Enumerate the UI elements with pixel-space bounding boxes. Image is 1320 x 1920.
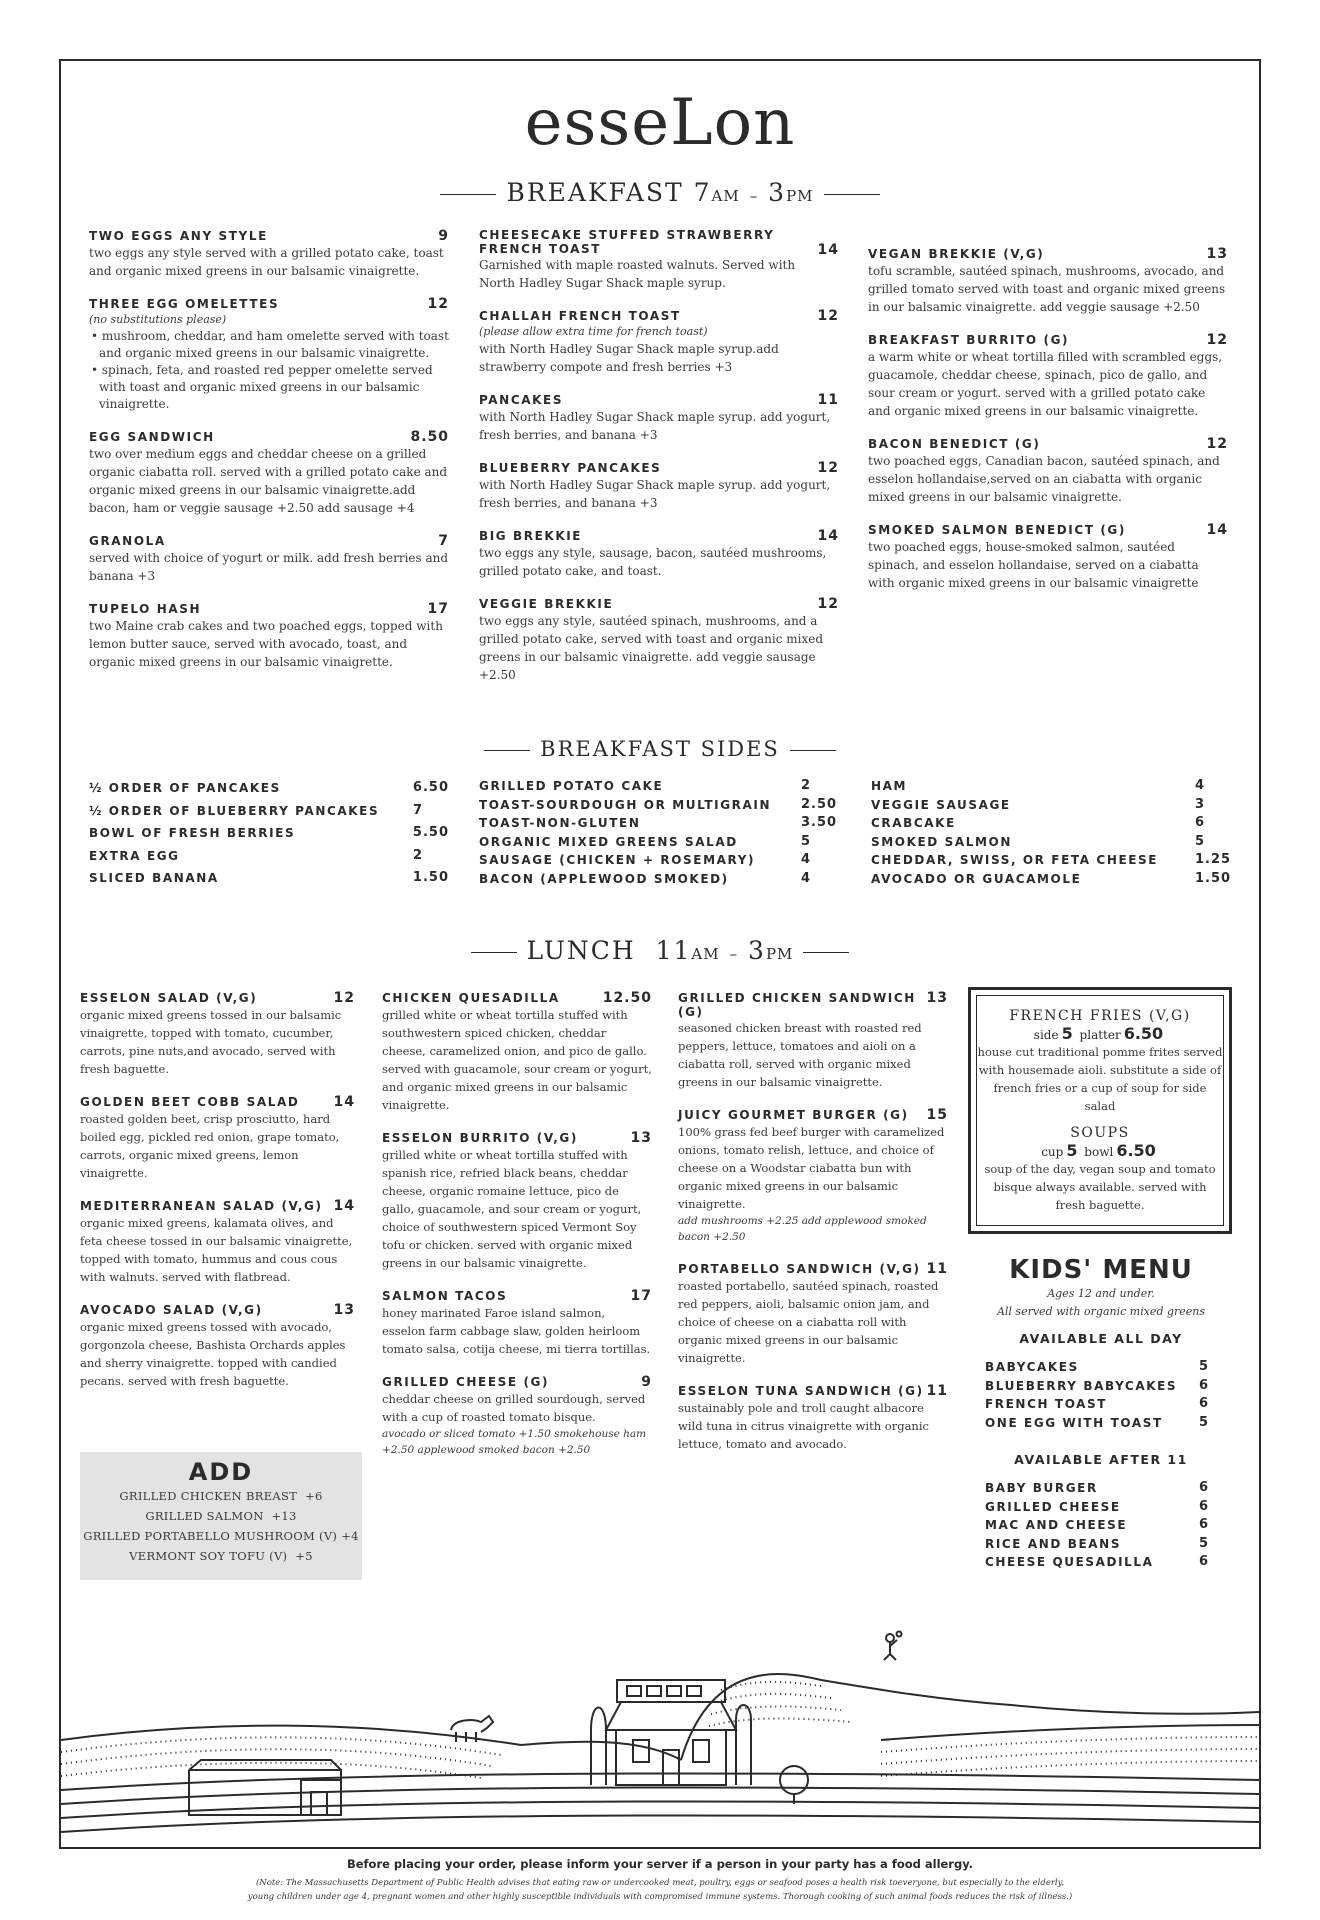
- menu-item: EGG SANDWICH 8.50 two over medium eggs and cheddar cheese on a grilled organic ciabatta roll. served with a grilled potato cake and organic mixed greens in our balsamic vinaigrette.add bacon, ham or veggie sausage +2.50 add sausage +4: [89, 429, 449, 515]
- kids-title: KIDS' MENU: [1009, 1255, 1193, 1285]
- lunch-column-3: [678, 990, 948, 1469]
- kids-item: ONE EGG WITH TOAST 5: [985, 1414, 1210, 1430]
- farm-landscape-illustration: [61, 1620, 1259, 1847]
- side-item: SAUSAGE (CHICKEN + ROSEMARY) 4: [479, 852, 812, 867]
- side-item: BACON (APPLEWOOD SMOKED) 4: [479, 870, 812, 886]
- logo: esseLon: [524, 86, 796, 160]
- menu-item: BREAKFAST BURRITO (G) 12 a warm white or wheat tortilla filled with scrambled eggs, guacamole, cheddar cheese, spinach, pico de gallo, and sour cream or yogurt. served with a grilled potato cake and organic mixed greens in our balsamic vinaigrette.: [868, 332, 1228, 418]
- side-item: ORGANIC MIXED GREENS SALAD 5: [479, 833, 812, 849]
- menu-item: GRILLED CHEESE (G) 9 cheddar cheese on grilled sourdough, served with a cup of roasted tomato bisque. avocado or sliced tomato +1.50 smokehouse ham +2.50 applewood smoked bacon +2.50: [382, 1374, 652, 1456]
- kids-item: MAC AND CHEESE 6: [985, 1517, 1210, 1532]
- add-item: GRILLED SALMON +13: [145, 1509, 297, 1523]
- kids-item: BLUEBERRY BABYCAKES 6: [985, 1377, 1210, 1393]
- soups-desc: soup of the day, vegan soup and tomato bisque always available. served with fresh baguette.: [984, 1162, 1216, 1212]
- add-item: GRILLED PORTABELLO MUSHROOM (V) +4: [83, 1529, 359, 1543]
- side-item: SLICED BANANA 1.50: [89, 870, 449, 885]
- kids-item: RICE AND BEANS 5: [985, 1535, 1210, 1551]
- side-item: SMOKED SALMON 5: [871, 833, 1206, 849]
- menu-item: SALMON TACOS 17 honey marinated Faroe island salmon, esselon farm cabbage slaw, golden heirloom tomato salsa, cotija cheese, mi tierra tortillas.: [382, 1288, 652, 1356]
- menu-item: AVOCADO SALAD (V,G) 13 organic mixed greens tossed with avocado, gorgonzola cheese, Bashista Orchards apples and sherry vinaigrette. topped with candied pecans. served with fresh baguette.: [80, 1302, 355, 1388]
- menu-item: VEGAN BREKKIE (V,G) 13 tofu scramble, sautéed spinach, mushrooms, avocado, and grilled tomato served with toast and organic mixed greens in our balsamic vinaigrette. add veggie sausage +2.50: [868, 246, 1228, 314]
- soups-prices: cup 5 bowl 6.50: [1041, 1141, 1156, 1160]
- lunch-header: LUNCH 11AM – 3PM: [0, 936, 1320, 965]
- side-item: ½ ORDER OF BLUEBERRY PANCAKES 7: [89, 802, 424, 818]
- side-item: ½ ORDER OF PANCAKES 6.50: [89, 780, 449, 795]
- kids-item: CHEESE QUESADILLA 6: [985, 1554, 1210, 1569]
- kids-item: BABY BURGER 6: [985, 1480, 1210, 1495]
- menu-item: TUPELO HASH 17 two Maine crab cakes and two poached eggs, topped with lemon butter sauce, served with avocado, toast, and organic mixed greens in our balsamic vinaigrette.: [89, 601, 449, 669]
- kids-item: FRENCH TOAST 6: [985, 1396, 1210, 1411]
- fries-desc: house cut traditional pomme frites served with housemade aioli. substitute a side of french fries or a cup of soup for side salad: [977, 1045, 1223, 1113]
- menu-item: JUICY GOURMET BURGER (G) 15 100% grass fed beef burger with caramelized onions, tomato relish, lettuce, and choice of cheese on a Woodstar ciabatta bun with organic mixed greens in our balsamic vinaigrette. add mushrooms +2.25 add applewood smoked bacon +2.50: [678, 1107, 948, 1243]
- allergy-notice: Before placing your order, please inform your server if a person in your party has a food allergy.: [346, 1857, 974, 1871]
- side-item: EXTRA EGG 2: [89, 847, 424, 863]
- kids-item: BABYCAKES 5: [985, 1359, 1210, 1374]
- sides-column-2: [479, 777, 841, 888]
- menu-item: CHICKEN QUESADILLA 12.50 grilled white or wheat tortilla stuffed with southwestern spiced chicken, cheddar cheese, caramelized onion, and pico de gallo. served with guacamole, sour cream or yogurt, and organic mixed greens in our balsamic vinaigrette.: [382, 990, 652, 1112]
- fries-soups-box: [968, 987, 1232, 1234]
- menu-item: ESSELON TUNA SANDWICH (G) 11 sustainably pole and troll caught albacore wild tuna in citrus vinaigrette with organic lettuce, tomato and avocado.: [678, 1383, 948, 1451]
- menu-item: CHEESECAKE STUFFED STRAWBERRY FRENCH TOAST 14 Garnished with maple roasted walnuts. Served with North Hadley Sugar Shack maple syrup.: [479, 228, 839, 290]
- side-item: TOAST-SOURDOUGH OR MULTIGRAIN 2.50: [479, 796, 838, 812]
- menu-item: BACON BENEDICT (G) 12 two poached eggs, Canadian bacon, sautéed spinach, and esselon hollandaise,served on an ciabatta with organic mixed greens in our balsamic vinaigrette.: [868, 436, 1228, 504]
- menu-item: PORTABELLO SANDWICH (V,G) 11 roasted portabello, sautéed spinach, roasted red peppers, aioli, balsamic onion jam, and choice of cheese on a ciabatta roll with organic mixed greens in our balsamic vinaigrette.: [678, 1261, 948, 1365]
- side-item: HAM 4: [871, 778, 1206, 793]
- menu-item: VEGGIE BREKKIE 12 two eggs any style, sautéed spinach, mushrooms, and a grilled potato cake, served with toast and organic mixed greens in our balsamic vinaigrette. add veggie sausage +2.50: [479, 596, 839, 682]
- kids-menu: KIDS' MENU Ages 12 and under. All served with organic mixed greens AVAILABLE ALL DAY BABYCAKES 5 BLUEBERRY BABYCAKES 6 FRENCH TOAST 6 ONE EGG WITH TOAST 5 AVAILABLE AFTER 11 BABY BURGER 6 GRILLED CHEESE 6 MAC AND CHEESE 6 RICE AND BEANS 5 CHEESE QUESADILLA 6: [985, 1255, 1217, 1572]
- sides-column-3: [871, 777, 1231, 888]
- lunch-column-2: [382, 990, 652, 1474]
- add-box: [80, 1452, 362, 1580]
- menu-item: GRILLED CHICKEN SANDWICH (G) 13 seasoned chicken breast with roasted red peppers, lettuce, tomatoes and aioli on a ciabatta roll, served with organic mixed greens in our balsamic vinaigrette.: [678, 990, 948, 1089]
- sides-column-1: [89, 777, 449, 890]
- breakfast-title: BREAKFAST: [506, 178, 684, 207]
- side-item: CRABCAKE 6: [871, 815, 1206, 830]
- breakfast-column-2: [479, 228, 839, 700]
- add-title: ADD: [188, 1458, 254, 1486]
- menu-item: THREE EGG OMELETTES 12 (no substitutions please) • mushroom, cheddar, and ham omelette served with toast and organic mixed greens in our balsamic vinaigrette. • spinach, feta, and roasted red pepper omelette served with toast and organic mixed greens in our balsamic vinaigrette.: [89, 296, 449, 411]
- kids-item: GRILLED CHEESE 6: [985, 1498, 1210, 1514]
- menu-item: GRANOLA 7 served with choice of yogurt or milk. add fresh berries and banana +3: [89, 533, 449, 583]
- side-item: BOWL OF FRESH BERRIES 5.50: [89, 825, 449, 840]
- add-item: VERMONT SOY TOFU (V) +5: [129, 1549, 313, 1563]
- soups-title: SOUPS: [1070, 1125, 1130, 1141]
- menu-item: BIG BREKKIE 14 two eggs any style, sausage, bacon, sautéed mushrooms, grilled potato cake, and toast.: [479, 528, 839, 578]
- add-item: GRILLED CHICKEN BREAST +6: [119, 1489, 323, 1503]
- menu-item: PANCAKES 11 with North Hadley Sugar Shack maple syrup. add yogurt, fresh berries, and banana +3: [479, 392, 839, 442]
- menu-item: SMOKED SALMON BENEDICT (G) 14 two poached eggs, house-smoked salmon, sautéed spinach, and esselon hollandaise, served on a ciabatta with organic mixed greens in our balsamic vinaigrette: [868, 522, 1228, 590]
- fries-prices: side 5 platter 6.50: [1033, 1024, 1164, 1043]
- fries-title: FRENCH FRIES (V,G): [1009, 1008, 1191, 1024]
- health-note: (Note: The Massachusetts Department of Public Health advises that eating raw or undercooked meat, poultry, eggs or seafood poses a health risk toeveryone, but especially to the elderly, young children under age 4, pregnant women and other highly susceptible individuals with compromised immune systems. Thorough cooking of such animal foods reduces the risk of illness.): [247, 1878, 1073, 1902]
- menu-item: MEDITERRANEAN SALAD (V,G) 14 organic mixed greens, kalamata olives, and feta cheese tossed in our balsamic vinaigrette, topped with tomato, hummus and cous cous with walnuts. served with flatbread.: [80, 1198, 355, 1284]
- menu-item: GOLDEN BEET COBB SALAD 14 roasted golden beet, crisp prosciutto, hard boiled egg, pickled red onion, grape tomato, carrots, organic mixed greens, lemon vinaigrette.: [80, 1094, 355, 1180]
- side-item: CHEDDAR, SWISS, OR FETA CHEESE 1.25: [871, 852, 1232, 867]
- menu-item: BLUEBERRY PANCAKES 12 with North Hadley Sugar Shack maple syrup. add yogurt, fresh berries, and banana +3: [479, 460, 839, 510]
- breakfast-sides-header: BREAKFAST SIDES: [0, 737, 1320, 761]
- menu-item: ESSELON SALAD (V,G) 12 organic mixed greens tossed in our balsamic vinaigrette, topped with tomato, cucumber, carrots, pine nuts,and avocado, served with fresh baguette.: [80, 990, 355, 1076]
- lunch-column-1: [80, 990, 355, 1406]
- menu-item: ESSELON BURRITO (V,G) 13 grilled white or wheat tortilla stuffed with spanish rice, refried black beans, cheddar cheese, organic romaine lettuce, pico de gallo, guacamole, and sour cream or yogurt, choice of southwestern spiced Vermont Soy tofu or chicken. served with organic mixed greens in our balsamic vinaigrette.: [382, 1130, 652, 1270]
- side-item: GRILLED POTATO CAKE 2: [479, 778, 812, 793]
- side-item: VEGGIE SAUSAGE 3: [871, 796, 1206, 812]
- menu-item: TWO EGGS ANY STYLE 9 two eggs any style served with a grilled potato cake, toast and organic mixed greens in our balsamic vinaigrette.: [89, 228, 449, 278]
- side-item: AVOCADO OR GUACAMOLE 1.50: [871, 870, 1232, 886]
- breakfast-column-1: [89, 228, 449, 687]
- breakfast-column-3: [868, 246, 1228, 608]
- side-item: TOAST-NON-GLUTEN 3.50: [479, 815, 838, 830]
- menu-item: CHALLAH FRENCH TOAST 12 (please allow extra time for french toast) with North Hadley Sugar Shack maple syrup.add strawberry compote and fresh berries +3: [479, 308, 839, 374]
- breakfast-header: BREAKFAST 7AM – 3PM: [0, 178, 1320, 207]
